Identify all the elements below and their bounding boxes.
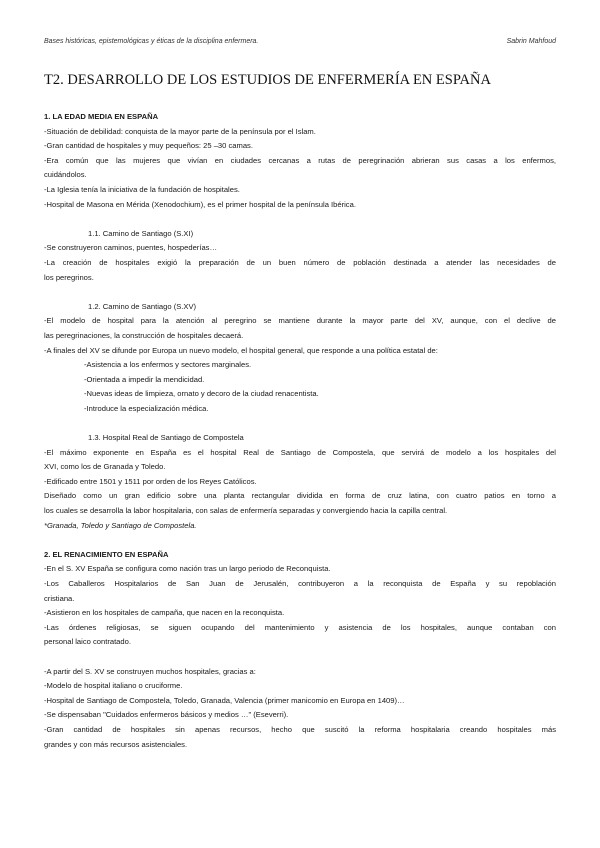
footnote: *Granada, Toledo y Santiago de Compostela.: [44, 520, 197, 530]
subsection-heading: 1.3. Hospital Real de Santiago de Compostela: [88, 433, 244, 443]
paragraph-line: los peregrinos.: [44, 272, 94, 282]
paragraph-line: las peregrinaciones, la construcción de hospitales decaerá.: [44, 330, 244, 340]
paragraph-line: los cuales se desarrolla la labor hospitalaria, con salas de enfermería separadas y convergiendo hacia la capilla central.: [44, 506, 448, 516]
paragraph-line: -Edificado entre 1501 y 1511 por orden de los Reyes Católicos.: [44, 476, 257, 486]
paragraph-line: -El modelo de hospital para la atención al peregrino se mantiene durante la mayor parte del XV, aunque, con el declive de: [44, 316, 556, 326]
paragraph-line: -Modelo de hospital italiano o cruciforme.: [44, 681, 183, 691]
page-header: [44, 38, 556, 45]
list-item: -Introduce la especialización médica.: [84, 403, 209, 413]
paragraph-line: personal laico contratado.: [44, 637, 131, 647]
subsection-heading: 1.2. Camino de Santiago (S.XV): [88, 301, 197, 311]
paragraph-line: -La Iglesia tenía la iniciativa de la fundación de hospitales.: [44, 184, 240, 194]
paragraph-line: grandes y con más recursos asistenciales.: [44, 739, 188, 749]
paragraph-line: -En el S. XV España se configura como nación tras un largo periodo de Reconquista.: [44, 564, 331, 574]
header-author: Sabrin Mahfoud: [506, 38, 556, 45]
document-title: T2. DESARROLLO DE LOS ESTUDIOS DE ENFERMERÍA EN ESPAÑA: [44, 72, 491, 88]
paragraph-line: -Se dispensaban "Cuidados enfermeros básicos y medios …" (Eseverri).: [44, 710, 289, 720]
paragraph-line: -Asistieron en los hospitales de campaña, que nacen en la reconquista.: [44, 608, 285, 618]
paragraph-line: -La creación de hospitales exigió la preparación de un buen número de población destinada a atender las necesidades de: [44, 257, 556, 267]
paragraph-line: Diseñado como un gran edificio sobre una planta rectangular dividida en forma de cruz latina, con cuatro patios en torno a: [44, 491, 556, 501]
paragraph-line: -Situación de debilidad: conquista de la mayor parte de la península por el Islam.: [44, 126, 316, 136]
paragraph-line: -El máximo exponente en España es el hospital Real de Santiago de Compostela, que servirá de modelo a los hospitales del: [44, 447, 556, 457]
paragraph-line: cristiana.: [44, 593, 75, 603]
paragraph-line: -Gran cantidad de hospitales sin apenas recursos, hecho que suscitó la reforma hospitalaria creando hospitales más: [44, 724, 556, 734]
paragraph-line: -Era común que las mujeres que vivían en ciudades cercanas a rutas de peregrinación abrieran sus casas a los enfermos,: [44, 155, 556, 165]
section-heading: 2. EL RENACIMIENTO EN ESPAÑA: [44, 549, 169, 559]
list-item: -Asistencia a los enfermos y sectores marginales.: [84, 360, 252, 370]
paragraph-line: -Los Caballeros Hospitalarios de San Juan de Jerusalén, contribuyeron a la reconquista de España y su repoblación: [44, 579, 556, 588]
list-item: -Nuevas ideas de limpieza, ornato y decoro de la ciudad renacentista.: [84, 389, 319, 399]
paragraph-line: -A finales del XV se difunde por Europa un nuevo modelo, el hospital general, que responde a una política estatal de:: [44, 345, 438, 355]
paragraph-line: cuidándolos.: [44, 170, 87, 180]
paragraph-line: -Hospital de Santiago de Compostela, Toledo, Granada, Valencia (primer manicomio en Europa en 1409)…: [44, 695, 405, 705]
header-course-title: Bases históricas, epistemológicas y éticas de la disciplina enfermera.: [44, 38, 259, 45]
subsection-heading: 1.1. Camino de Santiago (S.XI): [88, 228, 194, 238]
list-item: -Orientada a impedir la mendicidad.: [84, 374, 205, 384]
paragraph-line: -Las órdenes religiosas, se siguen ocupando del mantenimiento y asistencia de los hospitales, aunque contaban con: [44, 622, 556, 632]
paragraph-line: -Gran cantidad de hospitales y muy pequeños: 25 –30 camas.: [44, 141, 253, 151]
paragraph-line: XVI, como los de Granada y Toledo.: [44, 462, 166, 472]
paragraph-line: -Se construyeron caminos, puentes, hospederías…: [44, 243, 218, 253]
paragraph-line: -Hospital de Masona en Mérida (Xenodochium), es el primer hospital de la península Ibérica.: [44, 199, 356, 209]
paragraph-line: -A partir del S. XV se construyen muchos hospitales, gracias a:: [44, 666, 256, 676]
document-body: [44, 110, 556, 752]
section-heading: 1. LA EDAD MEDIA EN ESPAÑA: [44, 112, 159, 121]
